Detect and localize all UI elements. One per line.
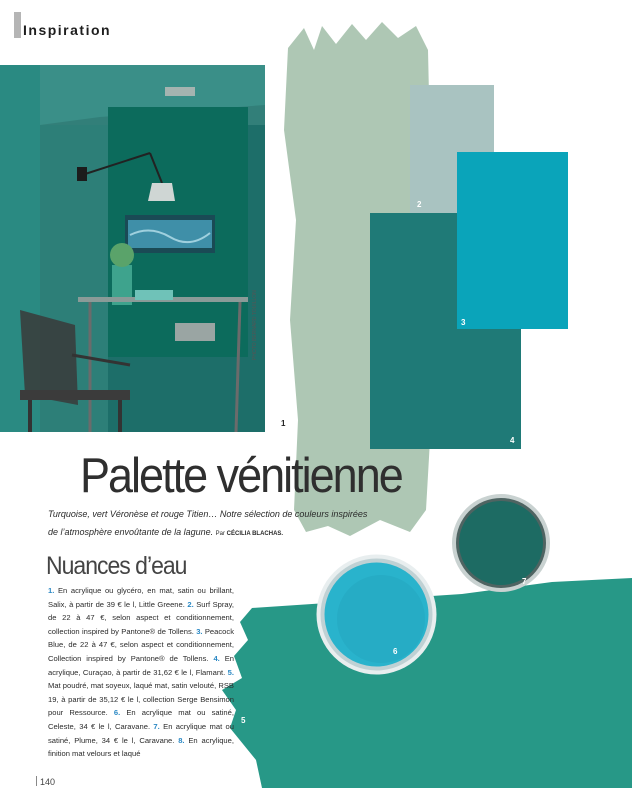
item-number: 4. <box>213 653 220 663</box>
item-number: 5. <box>227 667 234 677</box>
lede-text: Turquoise, vert Véronèse et rouge Titien… Notre sélection de couleurs inspirées de l’atmosphère envoûtante de la lagune. <box>48 509 368 537</box>
item-text: Peacock Blue, de 22 à 47 €, selon aspect et conditionnement, Collection inspired by Pantone® de Tollens. <box>48 626 234 663</box>
paint-pot-6 <box>315 553 438 676</box>
swatch-number-5: 5 <box>241 716 246 725</box>
article-title: Palette vénitienne <box>80 447 402 504</box>
photo-credit: PHOTO BERNARD TOUILLON <box>252 290 258 360</box>
item-text: En acrylique mat ou satiné, Celeste, 34 € le l, Caravane. <box>48 708 234 731</box>
paint-pot-7 <box>451 493 551 593</box>
byline <box>216 531 283 537</box>
swatch-number-6: 6 <box>393 647 398 656</box>
item-number: 6. <box>113 708 121 718</box>
item-text: En acrylique, finition mat velours et laqué <box>48 735 234 759</box>
article-subtitle: Nuances d’eau <box>46 551 187 580</box>
item-text: Surf Spray, de 22 à 47 €, selon aspect et conditionnement, collection inspired by Pantone® de Tollens. <box>48 599 235 636</box>
swatch-number-2: 2 <box>417 200 422 209</box>
section-title: Inspiration <box>23 22 112 38</box>
item-number: 3. <box>196 626 203 636</box>
item-text: En acrylique mat ou satiné, Plume, 34 € le l, Caravane. <box>48 721 234 745</box>
swatch-number-4: 4 <box>510 436 515 445</box>
item-number: 2. <box>187 599 194 609</box>
item-text: En acrylique, Curaçao, à partir de 31,62 € le l, Flamant. <box>48 653 234 677</box>
item-number: 1. <box>48 586 55 595</box>
footer-divider <box>36 776 37 786</box>
swatch-number-1: 1 <box>281 419 286 428</box>
item-number: 8. <box>178 735 185 745</box>
byline-prefix: Par <box>215 531 225 537</box>
page-number: 140 <box>40 777 56 787</box>
section-marker <box>14 12 21 38</box>
article-lede <box>48 505 378 543</box>
interior-photo <box>0 65 265 432</box>
swatch-number-7: 7 <box>522 577 527 586</box>
swatch-number-3: 3 <box>461 318 466 327</box>
item-text: Mat poudré, mat soyeux, laqué mat, satin velouté, RSB 19, à partir de 35,12 € le l, collection Serge Bensimon pour Ressource. <box>48 681 234 718</box>
swatch-3 <box>457 152 568 329</box>
author-name: CÉCILIA BLACHAS. <box>226 531 284 537</box>
product-list <box>48 584 234 761</box>
item-number: 7. <box>153 721 160 731</box>
item-text: En acrylique ou glycéro, en mat, satin ou brillant, Salix, à partir de 39 € le l, Little Greene. <box>48 586 234 609</box>
